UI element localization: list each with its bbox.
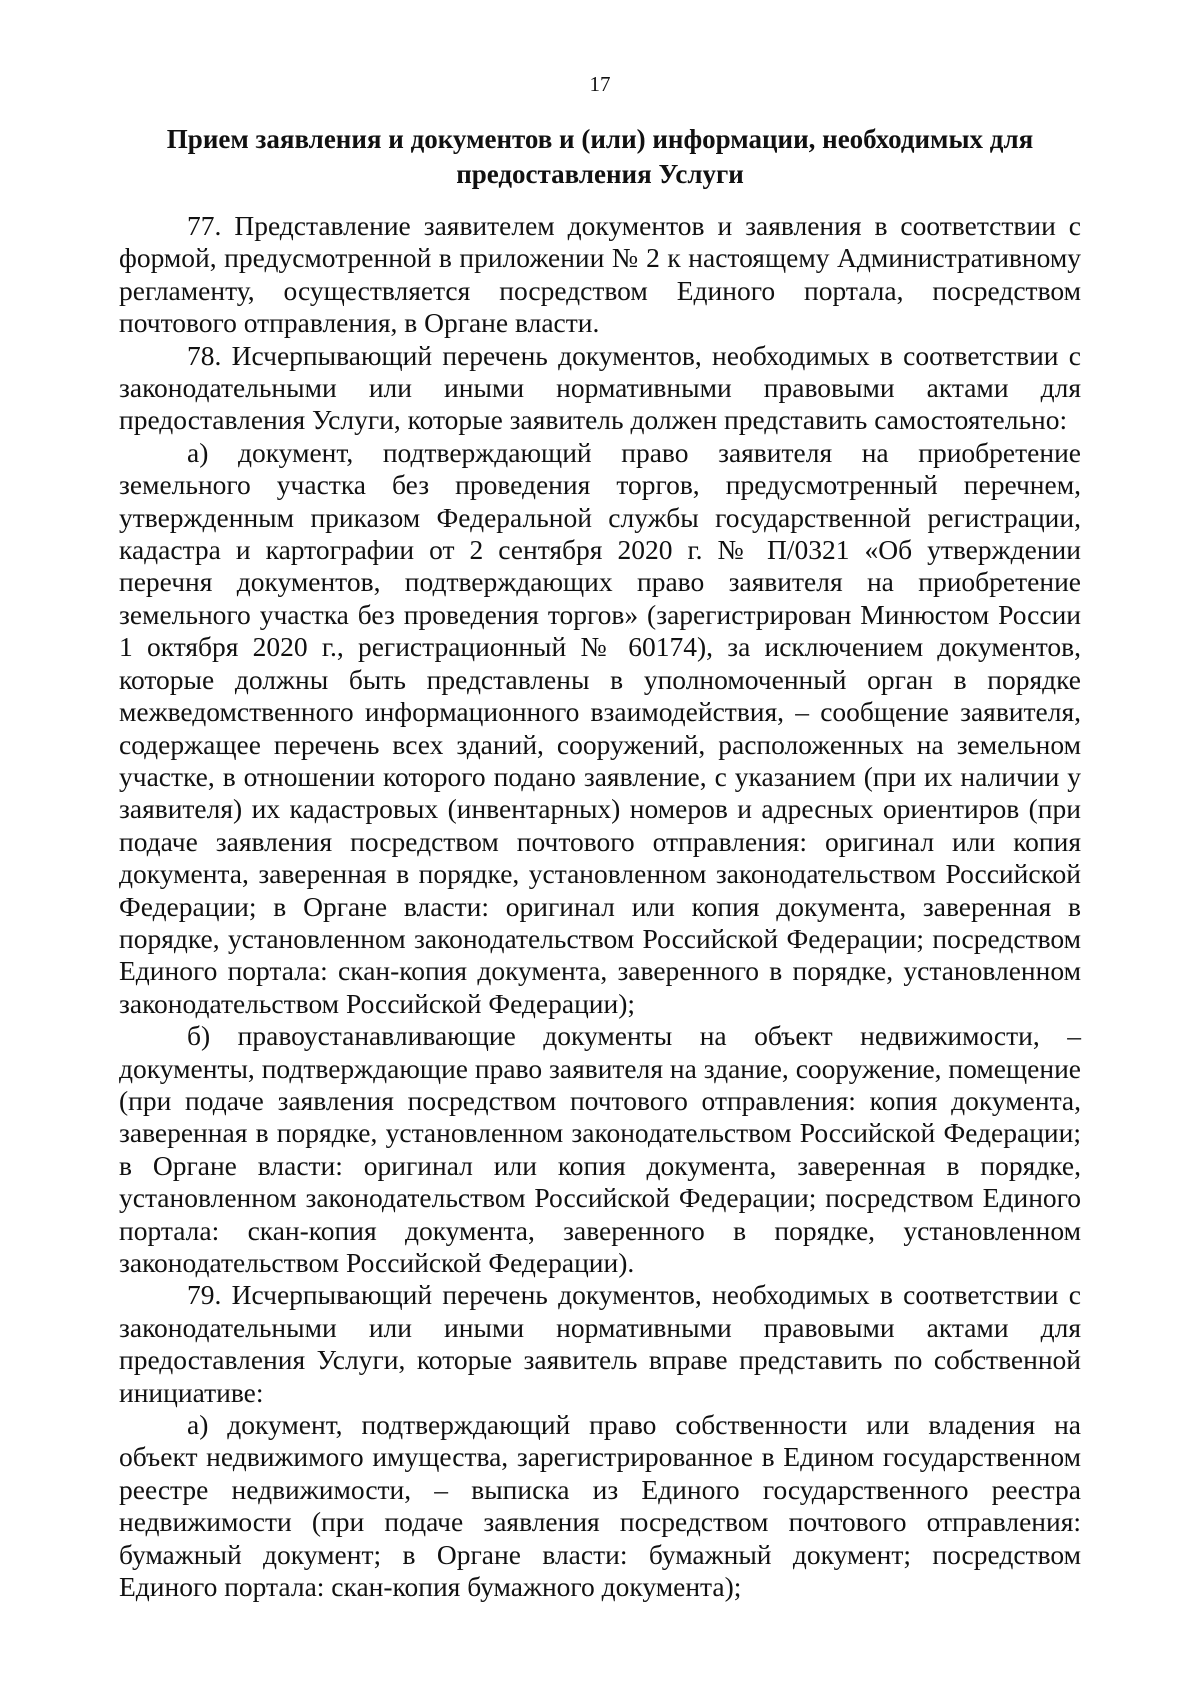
paragraph-79-a: а) документ, подтверждающий право собственности или владения на объект недвижимого имущества, зарегистрированное в Едином государственном реестре недвижимости, – выписка из Единого государственного реестра недвижимости (при подаче заявления посредством почтового отправления: бумажный документ; в Органе власти: бумажный документ; посредством Единого портала: скан-копия бумажного документа); (119, 1409, 1081, 1603)
paragraph-78-b: б) правоустанавливающие документы на объект недвижимости, – документы, подтверждающие право заявителя на здание, сооружение, помещение (при подаче заявления посредством почтового отправления: копия документа, заверенная в порядке, установленном законодательством Российской Федерации; в Органе власти: оригинал или копия документа, заверенная в порядке, установленном законодательством Российской Федерации; посредством Единого портала: скан-копия документа, заверенного в порядке, установленном законодательством Российской Федерации). (119, 1020, 1081, 1278)
section-heading (120, 122, 1080, 192)
document-body (119, 210, 1081, 1603)
paragraph-78-a: а) документ, подтверждающий право заявителя на приобретение земельного участка без проведения торгов, предусмотренный перечнем, утвержденным приказом Федеральной службы государственной регистрации, кадастра и картографии от 2 сентября 2020 г. № П/0321 «Об утверждении перечня документов, подтверждающих право заявителя на приобретение земельного участка без проведения торгов» (зарегистрирован Минюстом России 1 октября 2020 г., регистрационный № 60174), за исключением документов, которые должны быть представлены в уполномоченный орган в порядке межведомственного информационного взаимодействия, – сообщение заявителя, содержащее перечень всех зданий, сооружений, расположенных на земельном участке, в отношении которого подано заявление, с указанием (при их наличии у заявителя) их кадастровых (инвентарных) номеров и адресных ориентиров (при подаче заявления посредством почтового отправления: оригинал или копия документа, заверенная в порядке, установленном законодательством Российской Федерации; в Органе власти: оригинал или копия документа, заверенная в порядке, установленном законодательством Российской Федерации; посредством Единого портала: скан-копия документа, заверенного в порядке, установленном законодательством Российской Федерации); (119, 436, 1081, 1019)
paragraph-78: 78. Исчерпывающий перечень документов, необходимых в соответствии с законодательными или иными нормативными правовыми актами для предоставления Услуги, которые заявитель должен представить самостоятельно: (119, 339, 1081, 436)
paragraph-77: 77. Представление заявителем документов и заявления в соответствии с формой, предусмотренной в приложении № 2 к настоящему Административному регламенту, осуществляется посредством Единого портала, посредством почтового отправления, в Органе власти. (119, 210, 1081, 339)
section-heading-line-1: Прием заявления и документов и (или) информации, необходимых для (166, 124, 1034, 154)
page-number: 17 (589, 72, 611, 96)
paragraph-79: 79. Исчерпывающий перечень документов, необходимых в соответствии с законодательными или иными нормативными правовыми актами для предоставления Услуги, которые заявитель вправе представить по собственной инициативе: (119, 1279, 1081, 1408)
section-heading-line-2: предоставления Услуги (456, 159, 744, 189)
